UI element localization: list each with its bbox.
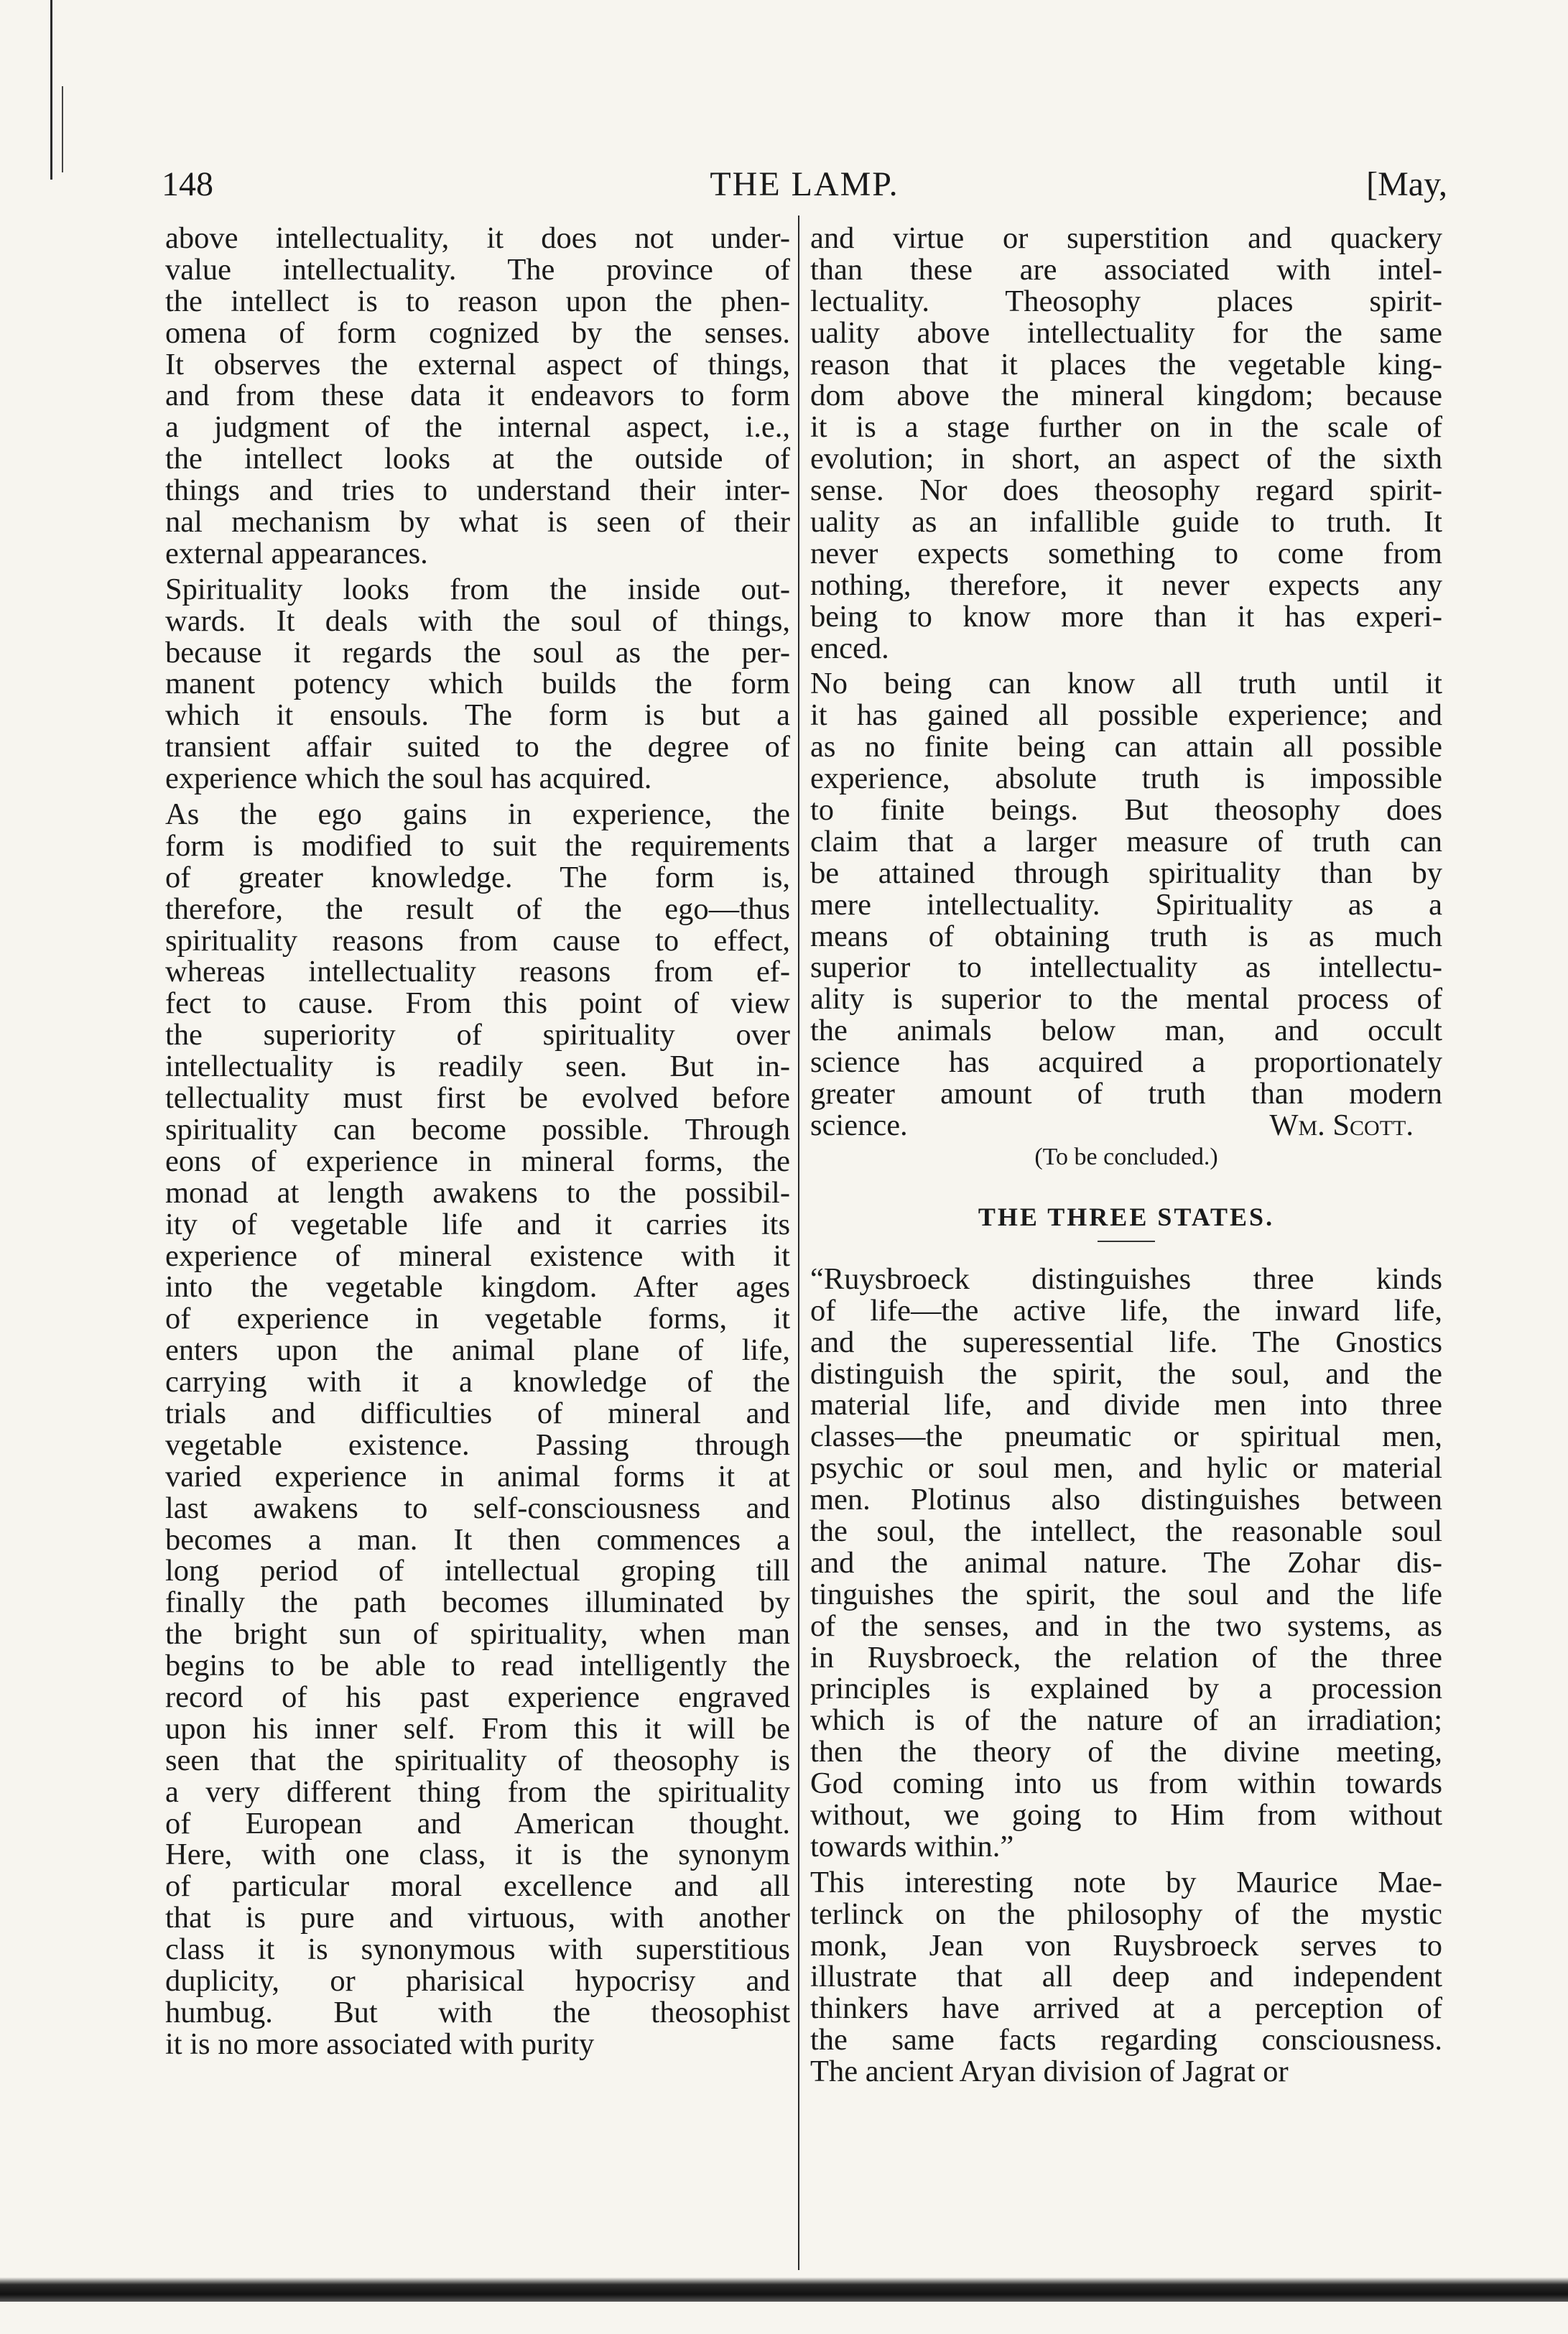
text-line: and from these data it endeavors to form [165,379,790,413]
text-line: No being can know all truth until it [810,667,1442,701]
text-line: of the senses, and in the two systems, as [810,1608,1442,1643]
text-line: God coming into us from within towards [810,1766,1442,1801]
text-line: wards. It deals with the soul of things, [165,603,790,638]
text-line: classes—the pneumatic or spiritual men, [810,1420,1442,1454]
text-line: into the vegetable kingdom. After ages [165,1270,790,1305]
text-line: to finite beings. But theosophy does [810,793,1442,828]
text-line: seen that the spirituality of theosophy is [165,1743,790,1777]
right-column [810,223,1442,2088]
text-line: psychic or soul men, and hylic or material [810,1451,1442,1486]
text-line: external appearances. [165,536,428,570]
section-title-rule [1098,1241,1155,1242]
text-line: because it regards the soul as the per- [165,635,790,670]
page-bottom-edge [0,2277,1568,2302]
text-line: spirituality can become possible. Through [165,1112,790,1147]
text-line: of life—the active life, the inward life, [810,1293,1442,1328]
text-line: uality as an infallible guide to truth. It [810,505,1442,539]
text-line: As the ego gains in experience, the [165,797,790,832]
text-line: enters upon the animal plane of life, [165,1333,790,1368]
text-line: the animals below man, and occult [810,1014,1442,1048]
text-line: science has acquired a proportionately [810,1045,1442,1080]
text-line: as no finite being can attain all possible [810,730,1442,764]
text-line: the superiority of spirituality over [165,1018,790,1052]
text-line: upon his inner self. From this it will be [165,1711,790,1746]
text-line: of experience in vegetable forms, it [165,1302,790,1336]
text-line: of particular moral excellence and all [165,1869,790,1904]
text-line: This interesting note by Maurice Mae- [810,1865,1442,1899]
signature-lead-text: science. [810,1108,908,1142]
text-line: than these are associated with intel- [810,252,1442,287]
text-line: means of obtaining truth is as much [810,919,1442,953]
text-line: enced. [810,631,889,665]
page-number: 148 [162,165,213,203]
left-edge-rule-secondary [62,86,63,172]
text-line: then the theory of the divine meeting, [810,1735,1442,1769]
right-column-article-continuation [810,223,1442,1110]
text-line: evolution; in short, an aspect of the sixth [810,442,1442,476]
text-line: uality above intellectuality for the same [810,315,1442,350]
text-line: spirituality reasons from cause to effect, [165,923,790,958]
text-line: sense. Nor does theosophy regard spirit- [810,473,1442,508]
left-column [165,223,790,2060]
text-line: it is no more associated with purity [165,2027,595,2061]
text-line: superior to intellectuality as intellectu- [810,950,1442,985]
text-line: finally the path becomes illuminated by [165,1585,790,1620]
text-line: humbug. But with the theosophist [165,1995,790,2029]
page-bottom-margin [0,2302,1568,2334]
section-title: THE THREE STATES. [978,1202,1275,1231]
text-line: lectuality. Theosophy places spirit- [810,284,1442,318]
to-be-concluded-note: (To be concluded.) [1034,1143,1218,1170]
text-line: things and tries to understand their inter- [165,473,790,508]
signature-line [810,1110,1442,1141]
text-line: tellectuality must first be evolved before [165,1081,790,1116]
text-line: distinguish the spirit, the soul, and the [810,1356,1442,1391]
text-line: material life, and divide men into three [810,1388,1442,1422]
text-line: the soul, the intellect, the reasonable soul [810,1514,1442,1548]
text-line: manent potency which builds the form [165,667,790,701]
text-line: the bright sun of spirituality, when man [165,1617,790,1652]
text-line: of European and American thought. [165,1806,790,1840]
right-column-new-article [810,1261,1442,2089]
left-edge-rule [50,0,52,180]
text-line: Here, with one class, it is the synonym [165,1838,790,1872]
text-line: varied experience in animal forms it at [165,1459,790,1494]
text-line: form is modified to suit the requirements [165,828,790,863]
text-line: It observes the external aspect of things, [165,347,790,381]
text-line: therefore, the result of the ego—thus [165,892,790,926]
text-line: that is pure and virtuous, with another [165,1901,790,1935]
text-line: dom above the mineral kingdom; because [810,379,1442,413]
text-line: and the superessential life. The Gnostics [810,1325,1442,1359]
text-line: the intellect is to reason upon the phen- [165,284,790,318]
text-line: experience of mineral existence with it [165,1238,790,1273]
text-line: carrying with it a knowledge of the [165,1365,790,1399]
text-line: ality is superior to the mental process of [810,982,1442,1017]
text-line: of greater knowledge. The form is, [165,860,790,894]
text-line: reason that it places the vegetable king- [810,347,1442,381]
text-line: greater amount of truth than modern [810,1077,1442,1111]
text-line: nal mechanism by what is seen of their [165,505,790,539]
text-line: The ancient Aryan division of Jagrat or [810,2055,1289,2089]
text-line: monk, Jean von Ruysbroeck serves to [810,1928,1442,1963]
running-title: THE LAMP. [710,165,899,203]
text-line: transient affair suited to the degree of [165,730,790,764]
text-line: ity of vegetable life and it carries its [165,1207,790,1241]
text-line: begins to be able to read intelligently the [165,1649,790,1683]
text-line: fect to cause. From this point of view [165,986,790,1021]
text-line: intellectuality is readily seen. But in- [165,1050,790,1084]
text-line: long period of intellectual groping till [165,1554,790,1588]
text-line: vegetable existence. Passing through [165,1427,790,1462]
text-line: omena of form cognized by the senses. [165,315,790,350]
text-line: trials and difficulties of mineral and [165,1396,790,1430]
text-line: in Ruysbroeck, the relation of the three [810,1640,1442,1675]
text-line: it is a stage further on in the scale of [810,410,1442,445]
text-line: Spirituality looks from the inside out- [165,572,790,606]
text-line: record of his past experience engraved [165,1680,790,1714]
text-line: monad at length awakens to the possibil- [165,1175,790,1210]
text-line: and virtue or superstition and quackery [810,221,1442,255]
text-line: thinkers have arrived at a perception of [810,1991,1442,2026]
text-line: men. Plotinus also distinguishes between [810,1483,1442,1517]
text-line: class it is synonymous with superstitious [165,1932,790,1967]
text-line: tinguishes the spirit, the soul and the life [810,1577,1442,1611]
text-line: mere intellectuality. Spirituality as a [810,887,1442,922]
text-line: nothing, therefore, it never expects any [810,568,1442,602]
text-line: never expects something to come from [810,536,1442,570]
issue-month: [May, [1366,165,1447,203]
text-line: principles is explained by a procession [810,1672,1442,1706]
text-line: terlinck on the philosophy of the mystic [810,1897,1442,1931]
text-line: illustrate that all deep and independent [810,1960,1442,1994]
text-line: value intellectuality. The province of [165,252,790,287]
text-line: becomes a man. It then commences a [165,1522,790,1557]
text-line: eons of experience in mineral forms, the [165,1144,790,1178]
text-line: claim that a larger measure of truth can [810,824,1442,858]
text-line: “Ruysbroeck distinguishes three kinds [810,1261,1442,1296]
text-line: a very different thing from the spirituality [165,1774,790,1809]
text-line: the same facts regarding consciousness. [810,2023,1442,2057]
text-line: which is of the nature of an irradiation; [810,1703,1442,1738]
text-line: towards within.” [810,1829,1014,1863]
text-line: be attained through spirituality than by [810,856,1442,890]
text-line: last awakens to self-consciousness and [165,1491,790,1525]
text-line: whereas intellectuality reasons from ef- [165,955,790,989]
text-line: experience, absolute truth is impossible [810,761,1442,796]
text-line: which it ensouls. The form is but a [165,698,790,733]
text-line: being to know more than it has experi- [810,599,1442,634]
text-line: and the animal nature. The Zohar dis- [810,1545,1442,1580]
column-divider [798,216,799,2270]
text-line: the intellect looks at the outside of [165,442,790,476]
text-line: duplicity, or pharisical hypocrisy and [165,1963,790,1998]
text-line: it has gained all possible experience; and [810,698,1442,733]
page-header [162,159,1447,210]
text-line: a judgment of the internal aspect, i.e., [165,410,790,445]
text-line: experience which the soul has acquired. [165,761,652,796]
author-signature: Wm. Scott. [1269,1108,1414,1142]
text-line: without, we going to Him from without [810,1797,1442,1832]
text-line: above intellectuality, it does not under- [165,221,790,255]
